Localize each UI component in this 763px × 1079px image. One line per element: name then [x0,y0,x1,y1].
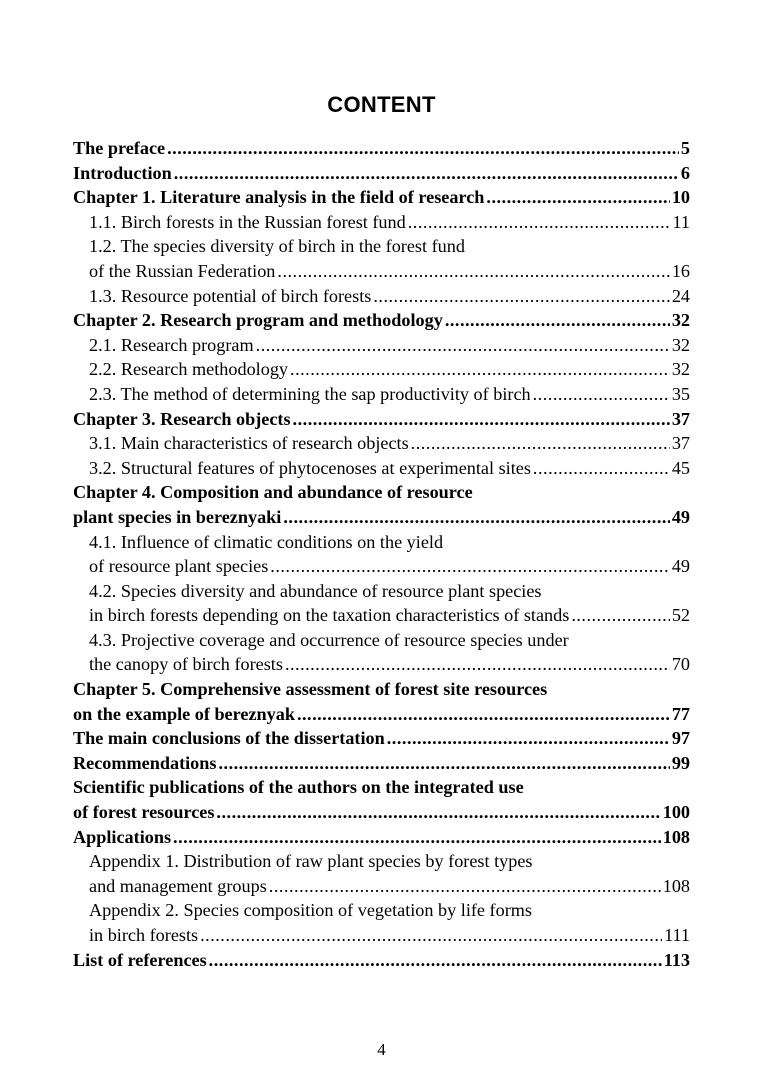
toc-entry-section-4-3[interactable] [73,628,690,653]
toc-entry-text: Chapter 1. Literature analysis in the field of research [73,187,485,208]
toc-entry-text: List of references [73,949,207,970]
toc-entry-section-2-1[interactable] [73,333,690,358]
toc-entry-text: 1.3. Resource potential of birch forests [89,285,372,306]
toc-entry-section-4-2[interactable] [73,579,690,604]
leader-dots [218,751,669,776]
toc-entry-text: Appendix 2. Species composition of vegetation by life forms [89,900,532,921]
toc-entry-text: 2.3. The method of determining the sap productivity of birch [89,383,531,404]
page-number: 4 [377,1040,386,1059]
toc-page-number: 77 [671,703,690,724]
toc-entry-text: 3.1. Main characteristics of research objects [89,433,409,454]
toc-entry-section-4-2-cont[interactable] [73,603,690,628]
toc-page-number: 37 [671,408,690,429]
leader-dots [387,726,670,751]
toc-page-number: 49 [671,556,690,577]
toc-entry-text: and management groups [89,875,267,896]
toc-entry-text: Chapter 2. Research program and methodology [73,310,443,331]
leader-dots [486,185,669,210]
leader-dots [173,825,661,850]
toc-entry-text: The preface [73,138,166,158]
toc-entry-text: in birch forests depending on the taxation characteristics of stands [89,605,570,626]
toc-entry-text: of resource plant species [89,556,269,577]
leader-dots [297,702,670,727]
toc-entry-section-1-1[interactable] [73,210,690,235]
leader-dots [277,259,669,284]
leader-dots [200,923,662,948]
toc-page-number: 32 [671,310,690,331]
leader-dots [270,554,670,579]
leader-dots [283,505,669,530]
toc-entry-section-2-2[interactable] [73,357,690,382]
toc-page-number: 45 [671,457,690,478]
toc-entry-text: the canopy of birch forests [89,654,283,675]
leader-dots [411,431,670,456]
toc-entry-text: Applications [73,826,172,847]
toc-entry-publications-cont[interactable] [73,800,690,825]
toc-page-number: 37 [671,433,690,454]
toc-entry-text: The main conclusions of the dissertation [73,728,385,749]
toc-page-number: 99 [671,752,690,773]
toc-entry-text: 1.1. Birch forests in the Russian forest fund [89,211,406,232]
toc-entry-chapter-5[interactable] [73,677,690,702]
toc-page-number: 70 [671,654,690,675]
toc-page-number: 97 [671,728,690,749]
toc-entry-recommendations[interactable] [73,751,690,776]
toc-page-number: 52 [671,605,690,626]
toc-entry-preface[interactable] [73,136,690,161]
toc-entry-text: Recommendations [73,752,217,773]
toc-page-number: 108 [662,875,690,896]
toc-entry-text: of the Russian Federation [89,260,276,281]
toc-entry-text: Introduction [73,162,172,183]
leader-dots [216,800,660,825]
leader-dots [533,456,670,481]
toc-entry-section-4-3-cont[interactable] [73,652,690,677]
toc-entry-text: 3.2. Structural features of phytocenoses at experimental sites [89,457,531,478]
toc-page-number: 100 [662,802,690,823]
toc-page-number: 35 [671,383,690,404]
toc-entry-text: Chapter 3. Research objects [73,408,291,429]
toc-entry-text: 4.1. Influence of climatic conditions on the yield [89,531,444,552]
leader-dots [533,382,670,407]
toc-page-number: 49 [671,506,690,527]
toc-page-number: 6 [680,162,690,183]
toc-entry-text: plant species in bereznyaki [73,506,282,527]
toc-entry-text: 1.2. The species diversity of birch in the forest fund [89,236,465,257]
toc-entry-text: in birch forests [89,925,199,945]
page-title: CONTENT [327,92,436,117]
leader-dots [571,603,670,628]
toc-entry-references[interactable] [73,948,690,973]
toc-entry-chapter-4-cont[interactable] [73,505,690,530]
leader-dots [269,874,661,899]
toc-entry-text: Chapter 5. Comprehensive assessment of forest site resources [73,679,548,700]
toc-entry-text: 2.2. Research methodology [89,359,289,380]
toc-entry-appendix-2[interactable] [73,898,690,923]
toc-entry-chapter-3[interactable] [73,407,690,432]
toc-page-number: 11 [672,211,690,232]
toc-page-number: 108 [662,826,690,847]
leader-dots [256,333,670,358]
toc-entry-appendix-1-cont[interactable] [73,874,690,899]
toc-entry-section-4-1[interactable] [73,530,690,555]
leader-dots [174,161,679,186]
toc-page-number: 111 [664,925,690,945]
leader-dots [373,284,669,309]
toc-page-number: 16 [671,260,690,281]
toc-entry-section-4-1-cont[interactable] [73,554,690,579]
toc-entry-chapter-1[interactable] [73,185,690,210]
leader-dots [285,652,670,677]
toc-entry-section-1-3[interactable] [73,284,690,309]
toc-entry-text: 4.2. Species diversity and abundance of resource plant species [89,580,542,601]
toc-entry-text: 4.3. Projective coverage and occurrence of resource species under [89,629,569,650]
toc-entry-appendix-1[interactable] [73,849,690,874]
toc-entry-text: Scientific publications of the authors on the integrated use [73,777,524,798]
toc-entry-section-2-3[interactable] [73,382,690,407]
toc-page-number: 32 [671,359,690,380]
leader-dots [408,210,671,235]
leader-dots [167,136,679,161]
toc-entry-section-1-2-cont[interactable] [73,259,690,284]
toc-entry-chapter-2[interactable] [73,308,690,333]
toc-page-number: 24 [671,285,690,306]
toc-entry-text: of forest resources [73,802,215,823]
leader-dots [445,308,670,333]
toc-entry-appendix-2-cont[interactable] [73,923,690,948]
leader-dots [290,357,670,382]
toc-entry-publications[interactable] [73,775,690,800]
toc-page-number: 5 [680,138,690,158]
toc-entry-conclusions[interactable] [73,726,690,751]
toc-entry-applications[interactable] [73,825,690,850]
toc-entry-chapter-4[interactable] [73,480,690,505]
toc-page-number: 10 [671,187,690,208]
toc-entry-section-3-1[interactable] [73,431,690,456]
leader-dots [209,948,662,973]
toc-entry-text: Appendix 1. Distribution of raw plant species by forest types [89,851,533,872]
leader-dots [293,407,670,432]
toc-entry-text: 2.1. Research program [89,334,254,355]
toc-entry-text: Chapter 4. Composition and abundance of resource [73,482,473,503]
table-of-contents [73,136,690,972]
toc-entry-text: on the example of bereznyak [73,703,295,724]
toc-entry-chapter-5-cont[interactable] [73,702,690,727]
toc-entry-section-1-2[interactable] [73,234,690,259]
toc-entry-section-3-2[interactable] [73,456,690,481]
toc-entry-introduction[interactable] [73,161,690,186]
toc-page-number: 32 [671,334,690,355]
toc-page-number: 113 [663,949,690,970]
